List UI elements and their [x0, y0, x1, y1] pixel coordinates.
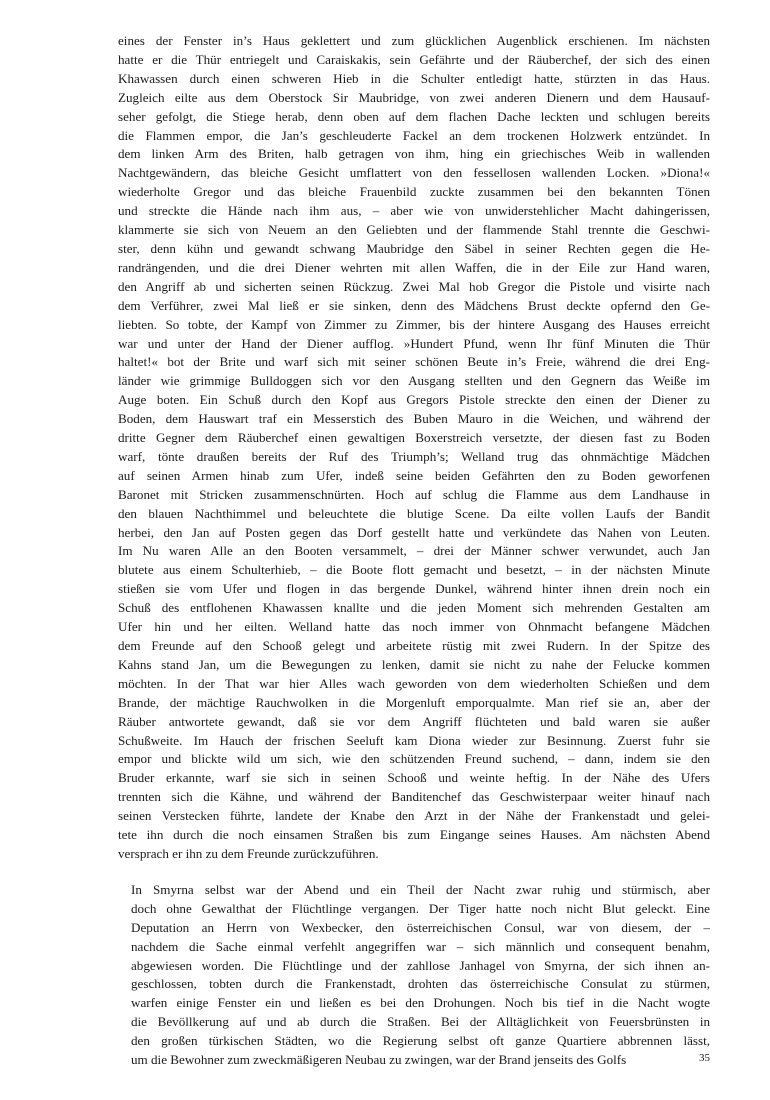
- page-number: 35: [699, 1052, 710, 1064]
- text-line: wiederholte Gregor und das bleiche Frauenbild zuckte zusammen bei den bekannten Tönen: [118, 184, 710, 200]
- text-line: Zugleich eilte aus dem Oberstock Sir Maubridge, von zwei anderen Dienern und dem Hausauf-: [118, 89, 710, 105]
- text-line: dem Freunde auf den Schooß gelegt und arbeitete rüstig mit zwei Rudern. In der Spitze des: [118, 638, 710, 653]
- text-line: stießen sie vom Ufer und flogen in das bergende Dunkel, während hinter ihnen drein noch ein: [118, 581, 710, 597]
- text-line: Räuber antwortete gewandt, daß sie vor dem Angriff flüchteten und bald waren sie außer: [118, 713, 710, 729]
- text-line: ster, denn kühn und gewandt schwang Maubridge den Säbel in seiner Rechten gegen die He-: [118, 240, 710, 256]
- text-line: Boden, dem Hauswart traf ein Messerstich des Buben Mauro in die Weichen, und während der: [118, 411, 710, 427]
- text-line: warf, tönte draußen bereits der Ruf des Triumph’s; Welland trug das ohnmächtige Mädchen: [118, 448, 710, 464]
- text-line: um die Bewohner zum zweckmäßigeren Neubau zu zwingen, war der Brand jenseits des Golfs: [131, 1052, 627, 1068]
- text-line: klammerte sie sich von Neuem an den Geliebten und der flammende Stahl trennte die Geschwi-: [118, 222, 710, 238]
- text-line: In Smyrna selbst war der Abend und ein Theil der Nacht zwar ruhig und stürmisch, aber: [131, 881, 710, 897]
- text-line: geschlossen, tobten durch die Frankenstadt, drohten das österreichische Consulat zu stürmen,: [131, 976, 710, 992]
- text-line: seher gefolgt, die Stiege herab, denn oben auf dem flachen Dache leckten und schlugen bereits: [118, 108, 710, 124]
- text-line: warfen einige Fenster ein und ließen es bei den Drohungen. Noch bis tief in die Nacht wogte: [131, 995, 710, 1011]
- text-line: empor und blickte wild um sich, wie den schützenden Freund suchend, – dann, indem sie den: [118, 751, 710, 767]
- paragraph-2: [118, 881, 710, 1070]
- text-line: dem Verführer, zwei Mal ließ er sie sinken, denn des Mädchens Brust deckte opfernd den Ge-: [118, 297, 710, 313]
- text-line: randrängenden, und die drei Diener wehrten mit allen Waffen, die in der Eile zur Hand waren,: [118, 259, 710, 275]
- text-line: den Angriff ab und sicherten seinen Rückzug. Zwei Mal hob Gregor die Pistole und visirte nach: [118, 278, 710, 294]
- text-line: möchten. In der That war hier Alles wach geworden von dem wiederholten Schießen und dem: [118, 675, 710, 691]
- text-line: Schußweite. Im Hauch der frischen Seeluft kam Diona wieder zur Besinnung. Zuerst fuhr sie: [118, 732, 710, 748]
- text-line: Nachtgewändern, das bleiche Gesicht umflattert von den fessellosen wallenden Locken. »Diona!«: [118, 165, 710, 181]
- paragraph-1: [118, 32, 710, 864]
- text-line: herbei, den Jan auf Posten gegen das Dorf gestellt hatte und verkündete das Nahen von Leuten.: [118, 524, 710, 540]
- text-line: Bruder erkannte, warf sie sich in seinen Schooß und weinte heftig. In der Nähe des Ufers: [118, 770, 710, 786]
- text-line: auf seinen Armen hinab zum Ufer, indeß seine beiden Gefährten den zu Boden geworfenen: [118, 467, 710, 483]
- text-line: tete ihn durch die noch einsamen Straßen bis zum Eingange seines Hauses. Am nächsten Abend: [118, 827, 710, 843]
- text-line: war und unter der Hand der Diener aufflog. »Hundert Pfund, wenn Ihr fünf Minuten die Thür: [118, 335, 710, 351]
- text-line: Im Nu waren Alle an den Booten versammelt, – drei der Männer schwer verwundet, auch Jan: [118, 543, 710, 559]
- text-line: Deputation an Herrn von Wexbecker, den österreichischen Consul, war von diesem, der –: [131, 919, 710, 935]
- text-line: und streckte die Hände nach ihm aus, – aber wie von unwiderstehlicher Macht dahingerissen,: [118, 203, 710, 219]
- text-line: Ufer hin und her eilten. Welland hatte das noch immer von Ohnmacht befangene Mädchen: [118, 619, 710, 635]
- body-text: [118, 32, 710, 1070]
- text-line: seinen Verstecken führte, landete der Knabe den Arzt in der Nähe der Frankenstadt und gelei-: [118, 808, 710, 824]
- text-line: haltet!« bot der Brite und warf sich mit seiner schönen Beute in’s Freie, während die drei Eng-: [118, 354, 710, 370]
- text-line: die Bevöllkerung auf und ab durch die Straßen. Bei der Alltäglichkeit von Feuersbrünsten in: [131, 1014, 710, 1030]
- text-line: hatte er die Thür entriegelt und Caraiskakis, sein Gefährte und der Räuberchef, der sich des einen: [118, 51, 710, 67]
- text-line: Baronet mit Stricken zusammenschnürten. Hoch auf schlug die Flamme aus dem Landhause in: [118, 486, 710, 502]
- text-line: eines der Fenster in’s Haus geklettert und zum glücklichen Augenblick erschienen. Im nächsten: [118, 33, 710, 48]
- text-line: den großen türkischen Städten, wo die Regierung selbst oft ganze Quartiere abbrennen lässt,: [131, 1033, 710, 1049]
- text-line: länder wie grimmige Bulldoggen sich vor den Ausgang stellten und den Gegnern das Weiße im: [118, 373, 710, 389]
- text-line: Kahns stand Jan, um die Bewegungen zu lenken, damit sie nicht zu nahe der Felucke kommen: [118, 656, 710, 672]
- text-line: versprach er ihn zu dem Freunde zurückzuführen.: [118, 845, 379, 861]
- text-line: doch ohne Gewalthat der Flüchtlinge vergangen. Der Tiger hatte noch nicht Blut geleckt. Eine: [131, 900, 710, 916]
- text-line: Auge boten. Ein Schuß durch den Kopf aus Gregors Pistole streckte den einen der Diener zu: [118, 392, 710, 408]
- text-line: den blauen Nachthimmel und beleuchtete die blutige Scene. Da eilte vollen Laufs der Bandit: [118, 505, 710, 521]
- text-line: dritte Gegner dem Räuberchef einen gewaltigen Boxerstreich versetzte, der diesen fast zu Boden: [118, 430, 710, 446]
- text-line: Schuß des entflohenen Khawassen knallte und die jeden Moment sich mehrenden Gestalten am: [118, 600, 710, 616]
- text-line: nachdem die Sache einmal verfehlt angegriffen war – sich männlich und consequent benahm,: [131, 938, 710, 954]
- text-line: dem linken Arm des Briten, halb getragen von ihm, hing ein griechisches Weib in wallenden: [118, 146, 710, 162]
- text-line: trennten sich die Kähne, und während der Banditenchef das Geschwisterpaar weiter hinauf nach: [118, 789, 710, 805]
- text-line: die Flammen empor, die Jan’s geschleuderte Fackel an dem trockenen Holzwerk entzündet. In: [118, 127, 710, 143]
- text-line: Brande, der mächtige Rauchwolken in die Morgenluft emporqualmte. Man rief sie an, aber der: [118, 694, 710, 710]
- text-line: liebten. So tobte, der Kampf von Zimmer zu Zimmer, bis der hintere Ausgang des Hauses erreicht: [118, 316, 710, 332]
- text-line: Khawassen durch einen schweren Hieb in die Schulter entledigt hatte, stürzten in das Haus.: [118, 70, 710, 86]
- text-line: abgewiesen worden. Die Flüchtlinge und der zahllose Janhagel von Smyrna, der sich ihnen an-: [131, 957, 710, 973]
- text-line: blutete aus einem Schulterhieb, – die Boote flott gemacht und besetzt, – in der nächsten Minute: [118, 562, 710, 578]
